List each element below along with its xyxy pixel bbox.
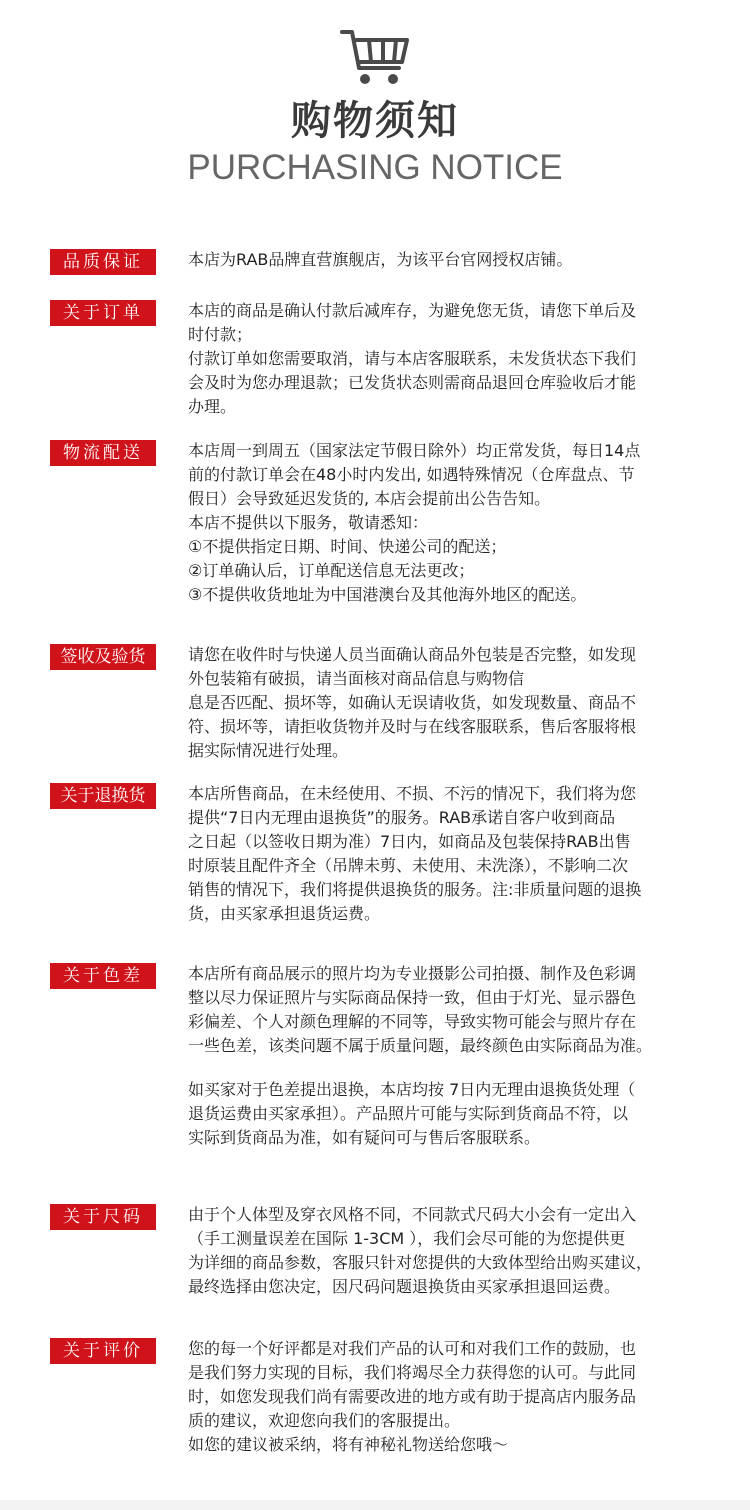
section-tag: 关于订单 [50,300,156,326]
section-paragraph: 由于个人体型及穿衣风格不同，不同款式尺码大小会有一定出入 （手工测量误差在国际 1-3CM ），我们会尽可能的为您提供更 为详细的商品参数，客服只针对您提供的大致体型给出购买建议， 最终选择由您决定，因尺码问题退换货由买家承担退回运费。 [188,1205,653,1296]
section-paragraph: 本店所售商品，在未经使用、不损、不污的情况下，我们将为您 提供“7日内无理由退换货”的服务。RAB承诺自客户收到商品 之日起（以签收日期为准）7日内，如商品及包装保持RAB出售 时原装且配件齐全（吊牌未剪、未使用、未洗涤），不影响二次 销售的情况下，我们将提供退换货的服务。注:非质量问题的退换 货，由买家承担退货运费。 [188,784,642,923]
section-tag: 品质保证 [50,249,156,275]
section-body [188,643,713,763]
section-tag: 关于尺码 [50,1204,156,1230]
section-paragraph: 如买家对于色差提出退换，本店均按 7日内无理由退换货处理（ 退货运费由买家承担）。产品照片可能与实际到货商品不符，以 实际到货商品为准，如有疑问可与售后客服联系。 [188,1080,636,1147]
section-tag: 关于退换货 [50,783,156,809]
section-body [188,962,713,1150]
page-title: 购物须知 [291,98,459,144]
section-body [188,1337,713,1457]
section-tag: 关于色差 [50,963,156,989]
section-paragraph: 您的每一个好评都是对我们产品的认可和对我们工作的鼓励，也 是我们努力实现的目标，我们将竭尽全力获得您的认可。与此同 时，如您发现我们尚有需要改进的地方或有助于提高店内服务品 质的建议，欢迎您向我们的客服提出。 如您的建议被采纳，将有神秘礼物送给您哦～ [188,1339,637,1454]
bottom-divider [0,1500,750,1510]
section-body [188,1203,713,1299]
section-body [188,782,713,926]
section-paragraph: 本店周一到周五（国家法定节假日除外）均正常发货，每日14点 前的付款订单会在48小时内发出, 如遇特殊情况（仓库盘点、节 假日）会导致延迟发货的, 本店会提前出公告告知。 本店不提供以下服务，敬请悉知： ①不提供指定日期、时间、快递公司的配送； ②订单确认后，订单配送信息无法更改； ③不提供收货地址为中国港澳台及其他海外地区的配送。 [188,441,641,604]
shopping-cart-icon [339,28,411,88]
section-tag: 物流配送 [50,440,156,466]
section-body [188,439,713,607]
section-paragraph: 请您在收件时与快递人员当面确认商品外包装是否完整，如发现 外包装箱有破损，请当面核对商品信息与购物信 息是否匹配、损坏等，如确认无误请收货，如发现数量、商品不 符、损坏等，请拒收货物并及时与在线客服联系，售后客服将根 据实际情况进行处理。 [188,645,637,760]
page-subtitle: PURCHASING NOTICE [187,148,563,187]
section-paragraph: 本店的商品是确认付款后减库存，为避免您无货，请您下单后及 时付款； 付款订单如您需要取消，请与本店客服联系，未发货状态下我们 会及时为您办理退款；已发货状态则需商品退回仓库验收后才能 办理。 [188,301,637,416]
section-paragraph: 本店所有商品展示的照片均为专业摄影公司拍摄、制作及色彩调 整以尽力保证照片与实际商品保持一致，但由于灯光、显示器色 彩偏差、个人对颜色理解的不同等，导致实物可能会与照片存在 一些色差，该类问题不属于质量问题，最终颜色由实际商品为准。 [188,964,653,1055]
section-tag: 签收及验货 [50,644,156,670]
section-body [188,299,713,419]
section-body [188,248,713,272]
section-tag: 关于评价 [50,1338,156,1364]
section-paragraph: 本店为RAB品牌直营旗舰店，为该平台官网授权店铺。 [188,250,573,269]
